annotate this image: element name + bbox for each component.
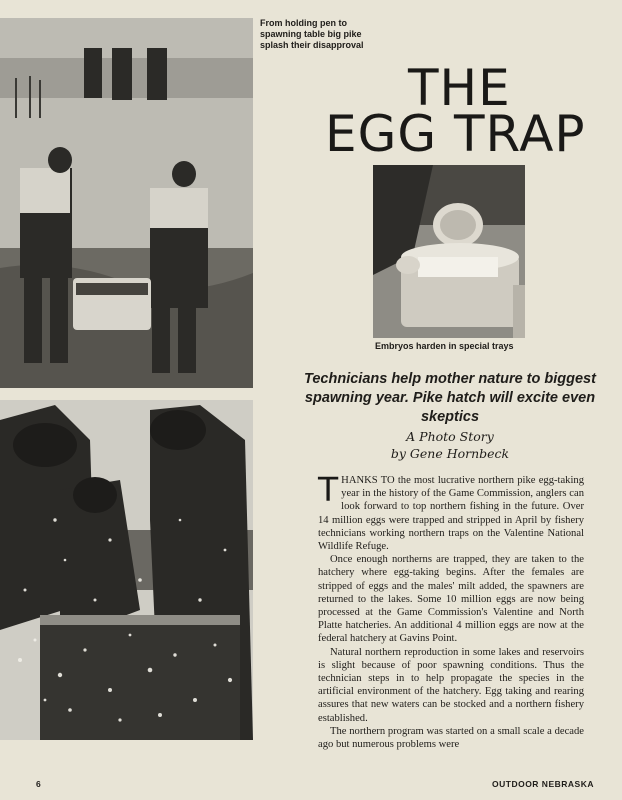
- headline-line-1: THE: [408, 59, 511, 117]
- byline-author: by Gene Hornbeck: [390, 446, 510, 461]
- photo-men-spawning-table: [0, 400, 253, 740]
- photo-men-carrying-tub: [0, 18, 253, 388]
- article-body: [318, 470, 584, 751]
- article-deck: Technicians help mother nature to biggest spawning year. Pike hatch will excite even skeptics: [304, 371, 596, 425]
- drop-cap: T: [318, 470, 339, 509]
- article-paragraph: Natural northern reproduction in some lakes and reservoirs is slight because of poor spawning conditions. Thus the technician steps in to help propagate the species in the artificial environment of the hatchery. Egg taking and rearing assures that new waters can be stocked and a northern fishery established.: [318, 646, 584, 724]
- page-number: 6: [36, 779, 41, 789]
- photo-embryo-trays: [373, 165, 525, 338]
- article-byline: [300, 428, 600, 462]
- article-paragraph: THANKS TO the most lucrative northern pike egg-taking year in the history of the Game Commission, anglers can look forward to top northern fishing in the future. Over 14 million eggs were trapped and stripped in April by fishery technicians working northern traps on the Valentine National Wildlife Refuge.: [318, 470, 584, 553]
- photo-caption-trays: Embryos harden in special trays: [375, 341, 514, 351]
- photo-caption-holding-pen: From holding pen to spawning table big pike splash their disapproval: [260, 18, 364, 50]
- magazine-name: OUTDOOR NEBRASKA: [492, 779, 594, 789]
- article-paragraph: Once enough northerns are trapped, they are taken to the hatchery where egg-taking begins. After the females are stripped of eggs and the males' milt added, the spawners are returned to the lakes. Some 10 million eggs are now being processed at the Game Commission's Valentine and North Platte hatcheries. An additional 4 million eggs are now at the federal hatchery at Gavins Point.: [318, 554, 584, 645]
- byline-photo-story: A Photo Story: [406, 429, 494, 444]
- headline-line-2: EGG TRAP: [325, 105, 586, 163]
- article-paragraph: The northern program was started on a small scale a decade ago but numerous problems were: [318, 725, 584, 751]
